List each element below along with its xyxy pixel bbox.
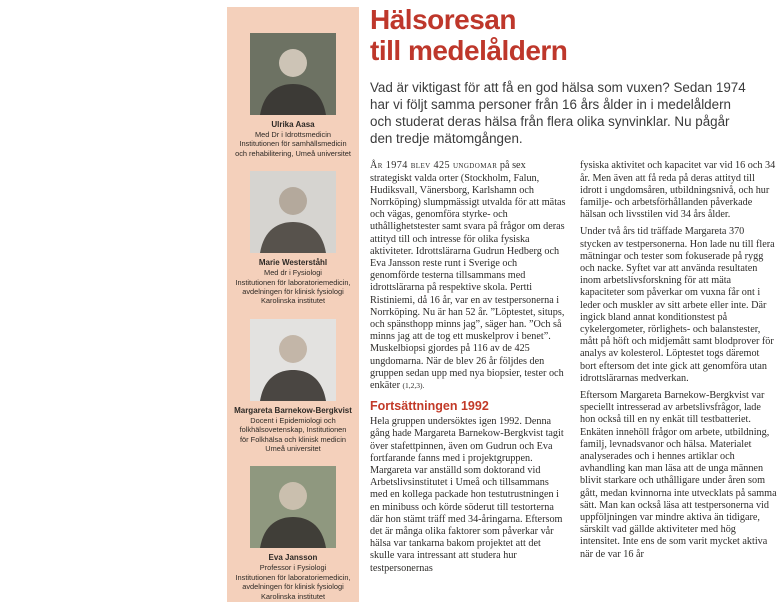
author-caption <box>227 553 359 601</box>
author-caption <box>227 406 359 454</box>
affiliation-line: Professor i Fysiologi <box>259 563 327 573</box>
paragraph: Hela gruppen undersöktes igen 1992. Denna gång hade Margareta Barnekow-Bergkvist tagit över stafettpinnen, även om Gudrun och Eva fortfarande fanns med i projektgruppen. Margareta var anställd som doktorand vid Arbetslivsinstitutet i Umeå och tillsammans med en kollega packade hon testutrustningen i en minibuss och körde söderut till testorterna där hon stämt träff med 34-åringarna. Eftersom det är många olika faktorer som påverkar vår hälsa var tankarna bakom projektet att det skulle vara intressant att studera hur testpersonernas <box>370 416 564 574</box>
article-intro: Vad är viktigast för att få en god hälsa som vuxen? Sedan 1974 har vi följt samma personer från 16 års ålder in i medelåldern och studerat deras hälsa från flera olika synvinklar. Nu pågår den tredje mätomgången. <box>370 80 746 146</box>
affiliation-line: Institutionen för laboratoriemedicin, <box>235 572 351 582</box>
portrait-photo <box>250 319 336 401</box>
affiliation-line: Institutionen för samhällsmedicin <box>239 139 347 149</box>
author-name: Eva Jansson <box>268 553 318 563</box>
author-name: Marie Westerståhl <box>258 258 328 268</box>
affiliation-line: Karolinska institutet <box>260 591 326 601</box>
author-card <box>227 466 359 601</box>
author-affiliation <box>227 130 359 158</box>
article <box>370 4 777 580</box>
affiliation-line: Karolinska institutet <box>260 296 326 306</box>
author-card <box>227 319 359 454</box>
author-affiliation <box>227 416 359 454</box>
author-caption <box>227 120 359 158</box>
author-sidebar <box>227 7 359 602</box>
person-silhouette-icon <box>250 171 336 253</box>
author-card <box>227 171 359 306</box>
paragraph: Eftersom Margareta Barnekow-Bergkvist var speciellt intresserad av arbetslivsfrågor, lade hon också till en ny enkät till testbatteriet. Enkäten innehöll frågor om arbete, utbildning, familj, levnadsvanor och hälsa. Materialet analyserades och i hennes artiklar och avhandling kan man läsa att de unga männen blivit starkare och uthålligare under åren som gått, medan kvinnorna inte utvecklats på samma sätt. Man kan också läsa att testpersonerna vid uppföljningen var mindre aktiva än tidigare, särskilt vad gällde aktiviteter med hög intensitet. Inte ens de som varit mycket aktiva när de var 16 år <box>580 390 777 560</box>
author-name: Ulrika Aasa <box>271 120 315 129</box>
affiliation-line: för Folkhälsa och klinisk medicin <box>240 434 346 444</box>
author-caption <box>227 258 359 306</box>
affiliation-line: Docent i Epidemiologi och <box>250 415 336 425</box>
paragraph-lead <box>370 160 567 392</box>
affiliation-line: Med Dr i Idrottsmedicin <box>255 130 331 139</box>
affiliation-line: folkhälsovetenskap, Institutionen <box>239 425 347 435</box>
person-silhouette-icon <box>250 33 336 115</box>
article-title-line2: till medelåldern <box>370 35 568 66</box>
affiliation-line: Umeå universitet <box>265 444 321 454</box>
affiliation-line: och rehabilitering, Umeå universitet <box>235 148 351 158</box>
portrait-photo <box>250 33 336 115</box>
author-affiliation <box>227 563 359 601</box>
author-affiliation <box>227 268 359 306</box>
body-column-right <box>580 160 777 580</box>
paragraph: fysiska aktivitet och kapacitet var vid 16 och 34 år. Men även att få reda på deras attityd till idrott i ungdomsåren, utbildningsnivå, och hur familje- och arbetsförhållanden påverkade hälsan och livsstilen vid 34 års ålder. <box>580 160 776 221</box>
paragraph: Under två års tid träffade Margareta 370 stycken av testpersonerna. Hon lade nu till flera mätningar och tester som fokuserade på rygg och nacke. Syftet var att använda resultaten inom arbetslivsforskning för att mäta kapaciteter som påverkar om vuxna får ont i leder och muskler av sitt arbete eller inte. Där ingick bland annat konditionstest på cykelergometer, rörlighets- och balanstester, mått på höft och midjemått samt blodprover för analys av kolesterol. Löptestet togs däremot bort eftersom det inte gick att genomföra utan idrottslärarnas medverkan. <box>580 226 775 384</box>
affiliation-line: avdelningen för klinisk fysiologi <box>242 582 344 592</box>
affiliation-line: avdelningen för klinisk fysiologi <box>242 287 344 297</box>
portrait-photo <box>250 171 336 253</box>
affiliation-line: Med dr i Fysiologi <box>264 268 322 278</box>
affiliation-line: Institutionen för laboratoriemedicin, <box>235 277 351 287</box>
person-silhouette-icon <box>250 466 336 548</box>
reference-markers: (1,2,3). <box>402 381 425 391</box>
author-name: Margareta Barnekow-Bergkvist <box>234 405 352 415</box>
lead-text: på sex strategiskt valda orter (Stockholm, Falun, Hudiksvall, Vänersborg, Karlshamn och Norrköping) slumpmässigt utvalda för att mätas och vägas, genomföra styrke- och uthållighetstester samt svara på frågor om deras attityd till och intresse för olika fysiska aktiviteter. Idrottslärarna Gudrun Hedberg och Eva Jansson reste runt i Sverige och genomförde testerna tillsammans med idrottslärarna på respektive skola. Pertti Ristiniemi, då 16 år, var en av testpersonerna i Norrköping. Nu är han 52 år. ”Löptestet, situps, och spänsthopp minns jag”, säger han. ”Och så minns jag att de tog ett muskelprov i benet”. Muskelbiopsi gjordes på 116 av de 425 ungdomarna. När de blev 26 år följdes den gruppen sedan upp med nya biopsier, tester och enkäter <box>370 160 566 392</box>
author-card <box>227 33 359 158</box>
section-heading: Fortsättningen 1992 <box>370 399 489 414</box>
portrait-photo <box>250 466 336 548</box>
person-silhouette-icon <box>250 319 336 401</box>
article-title-line1: Hälsoresan <box>370 4 516 35</box>
lead-smallcaps: År 1974 blev 425 ungdomar <box>370 160 498 172</box>
body-column-left <box>370 160 567 580</box>
body-columns <box>370 160 777 580</box>
article-title <box>370 4 777 66</box>
